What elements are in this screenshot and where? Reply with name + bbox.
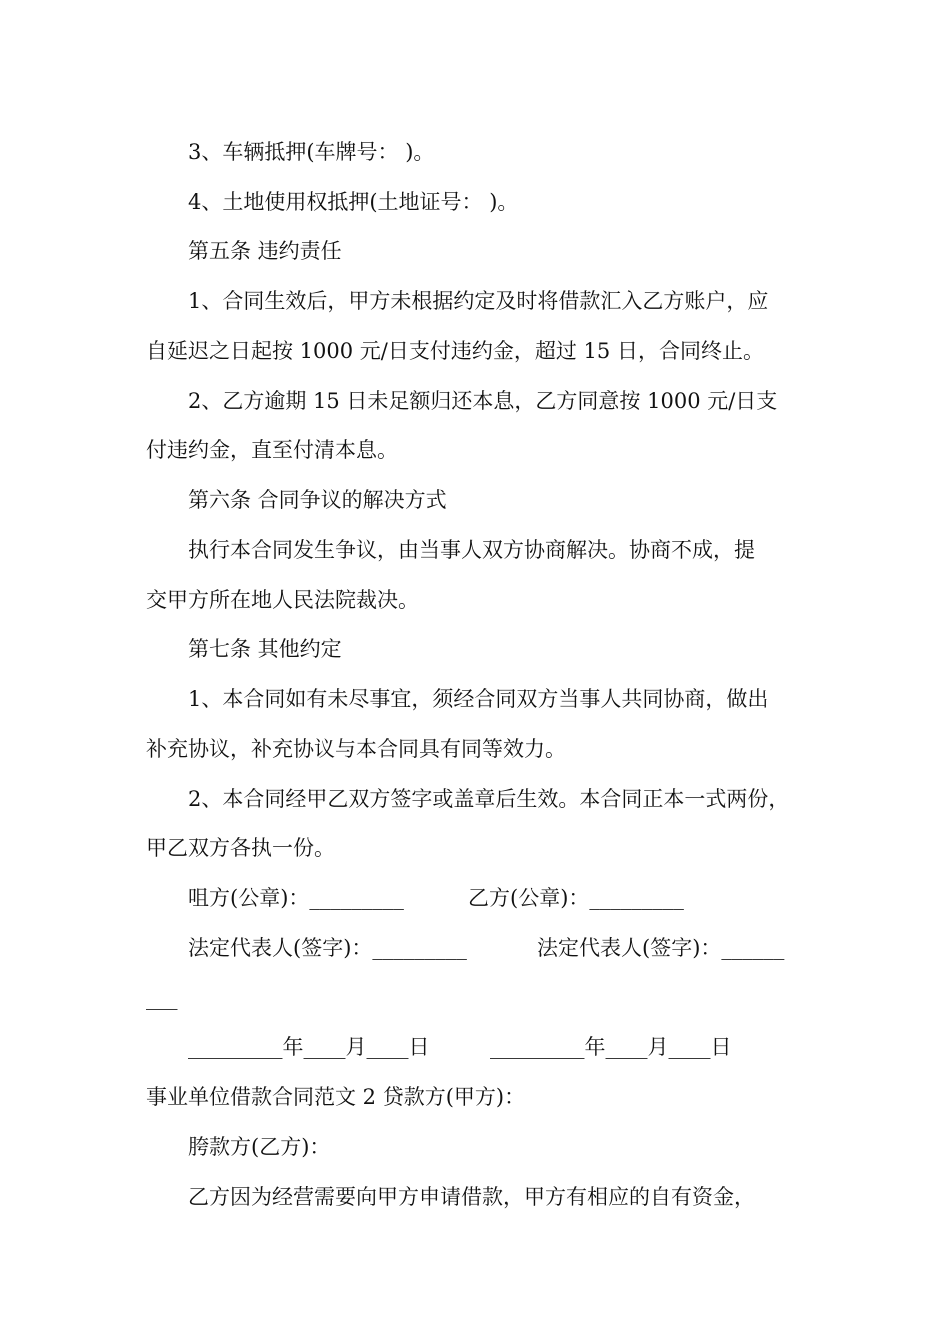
- article-heading: 第七条 其他约定: [188, 637, 342, 661]
- clause-line: 1、本合同如有未尽事宜，须经合同双方当事人共同协商，做出: [188, 687, 769, 711]
- party-a-seal-field: 咀方(公章)：_________: [188, 886, 404, 910]
- party-b-seal-field: 乙方(公章)：_________: [468, 886, 684, 910]
- party-b-date-field: _________年____月____日: [490, 1035, 732, 1059]
- clause-line: 自延迟之日起按 1000 元/日支付违约金，超过 15 日，合同终止。: [146, 339, 764, 363]
- clause-line: 执行本合同发生争议，由当事人双方协商解决。协商不成，提: [188, 538, 755, 562]
- clause-line: 2、本合同经甲乙双方签字或盖章后生效。本合同正本一式两份，: [188, 787, 790, 811]
- article-heading: 第六条 合同争议的解决方式: [188, 488, 447, 512]
- representative-underline-wrap: ___: [146, 986, 178, 1010]
- party-b-representative-field: 法定代表人(签字)：______: [537, 936, 785, 960]
- party-a-representative-field: 法定代表人(签字)：_________: [188, 936, 467, 960]
- clause-line: 甲乙双方各执一份。: [146, 836, 335, 860]
- clause-line: 交甲方所在地人民法院裁决。: [146, 588, 419, 612]
- intro-line: 乙方因为经营需要向甲方申请借款，甲方有相应的自有资金，: [188, 1185, 755, 1209]
- clause-line: 1、合同生效后，甲方未根据约定及时将借款汇入乙方账户，应: [188, 289, 769, 313]
- borrower-line: 胯款方(乙方)：: [188, 1135, 331, 1159]
- second-contract-title: 事业单位借款合同范文 2 贷款方(甲方)：: [146, 1085, 526, 1109]
- clause-line: 2、乙方逾期 15 日未足额归还本息，乙方同意按 1000 元/日支: [188, 389, 778, 413]
- clause-line: 4、土地使用权抵押(土地证号： )。: [188, 190, 519, 214]
- clause-line: 3、车辆抵押(车牌号： )。: [188, 140, 435, 164]
- clause-line: 补充协议，补充协议与本合同具有同等效力。: [146, 737, 566, 761]
- party-a-date-field: _________年____月____日: [188, 1035, 430, 1059]
- clause-line: 付违约金，直至付清本息。: [146, 438, 398, 462]
- article-heading: 第五条 违约责任: [188, 239, 342, 263]
